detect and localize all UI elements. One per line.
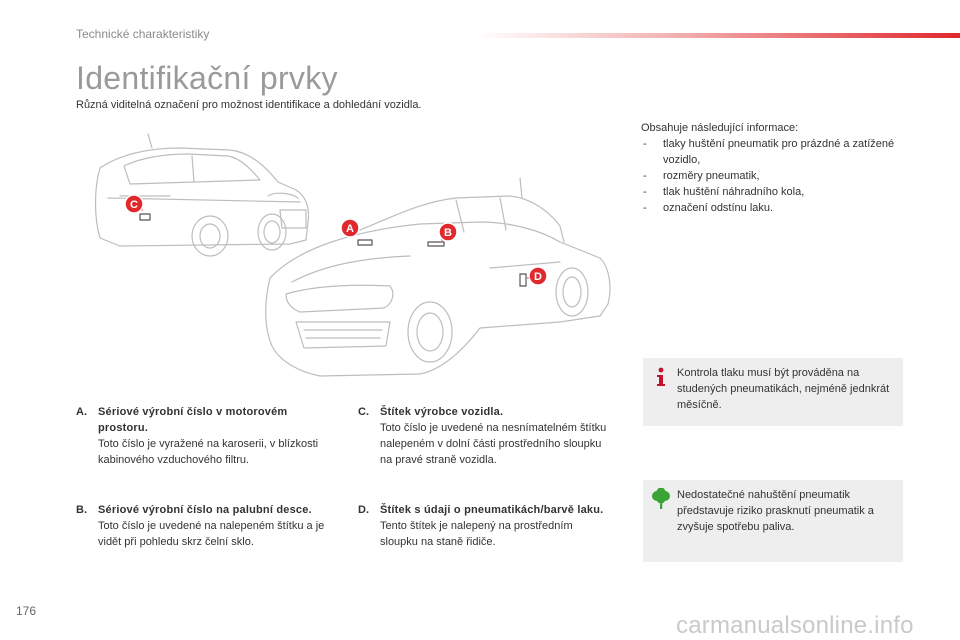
item-text: Toto číslo je uvedené na nalepeném štítku a je vidět při pohledu skrz čelní sklo. [98,520,325,548]
marker-c [125,195,143,213]
svg-text:D: D [534,271,542,283]
info-list-item: - tlaky huštění pneumatik pro prázdné a zatížené vozidlo, [641,136,901,168]
page-subtitle: Různá viditelná označení pro možnost identifikace a dohledání vozidla. [76,99,422,111]
note-underinflation [643,480,903,562]
info-list [641,136,901,216]
note-pressure-text: Kontrola tlaku musí být prováděna na studených pneumatikách, nejméně jednkrát měsíčně. [677,367,890,411]
marker-a [341,219,359,237]
item-heading: Sériové výrobní číslo na palubní desce. [98,504,312,516]
info-list-item: - tlak huštění náhradního kola, [641,184,901,200]
svg-text:C: C [130,199,138,211]
item-heading: Sériové výrobní číslo v motorovém prostoru. [98,406,288,434]
item-text: Tento štítek je nalepený na prostředním sloupku na staně řidiče. [380,520,573,548]
item-letter: A. [76,406,87,418]
page-number: 176 [16,604,37,618]
plate-a [358,240,372,245]
plate-d [520,274,526,286]
watermark: carmanualsonline.info [676,612,914,639]
item-heading: Štítek výrobce vozidla. [380,406,504,418]
marker-b [439,223,457,241]
marker-d [528,267,547,285]
item-b [76,502,326,550]
item-heading: Štítek s údaji o pneumatikách/barvě laku. [380,504,604,516]
item-a [76,404,326,468]
svg-text:B: B [444,227,452,239]
item-text: Toto číslo je vyražené na karoserii, v blízkosti kabinového vzduchového filtru. [98,438,319,466]
info-list-item: - označení odstínu laku. [641,200,901,216]
item-d [358,502,608,550]
info-block [641,120,901,216]
header-accent-bar [476,33,960,38]
info-intro: Obsahuje následující informace: [641,122,799,134]
item-letter: C. [358,406,369,418]
item-text: Toto číslo je uvedené na nesnímatelném štítku nalepeném v dolní části prostředního sloupku na pravé straně vozidla. [380,422,607,466]
svg-text:A: A [346,223,354,235]
info-list-item: - rozměry pneumatik, [641,168,901,184]
item-c [358,404,608,468]
item-letter: D. [358,504,369,516]
front-car-drawing [266,178,610,376]
page-title: Identifikační prvky [76,60,338,96]
section-header: Technické charakteristiky [76,27,210,41]
note-underinflation-text: Nedostatečné nahuštění pneumatik představuje riziko prasknutí pneumatik a zvyšuje spotřebu paliva. [677,489,874,533]
rear-car-drawing [96,134,309,256]
plate-c [140,214,150,220]
plate-b [428,242,444,246]
note-pressure [643,358,903,426]
info-icon [651,366,671,388]
eco-tree-icon [651,488,671,510]
item-letter: B. [76,504,87,516]
car-illustration [60,118,620,398]
